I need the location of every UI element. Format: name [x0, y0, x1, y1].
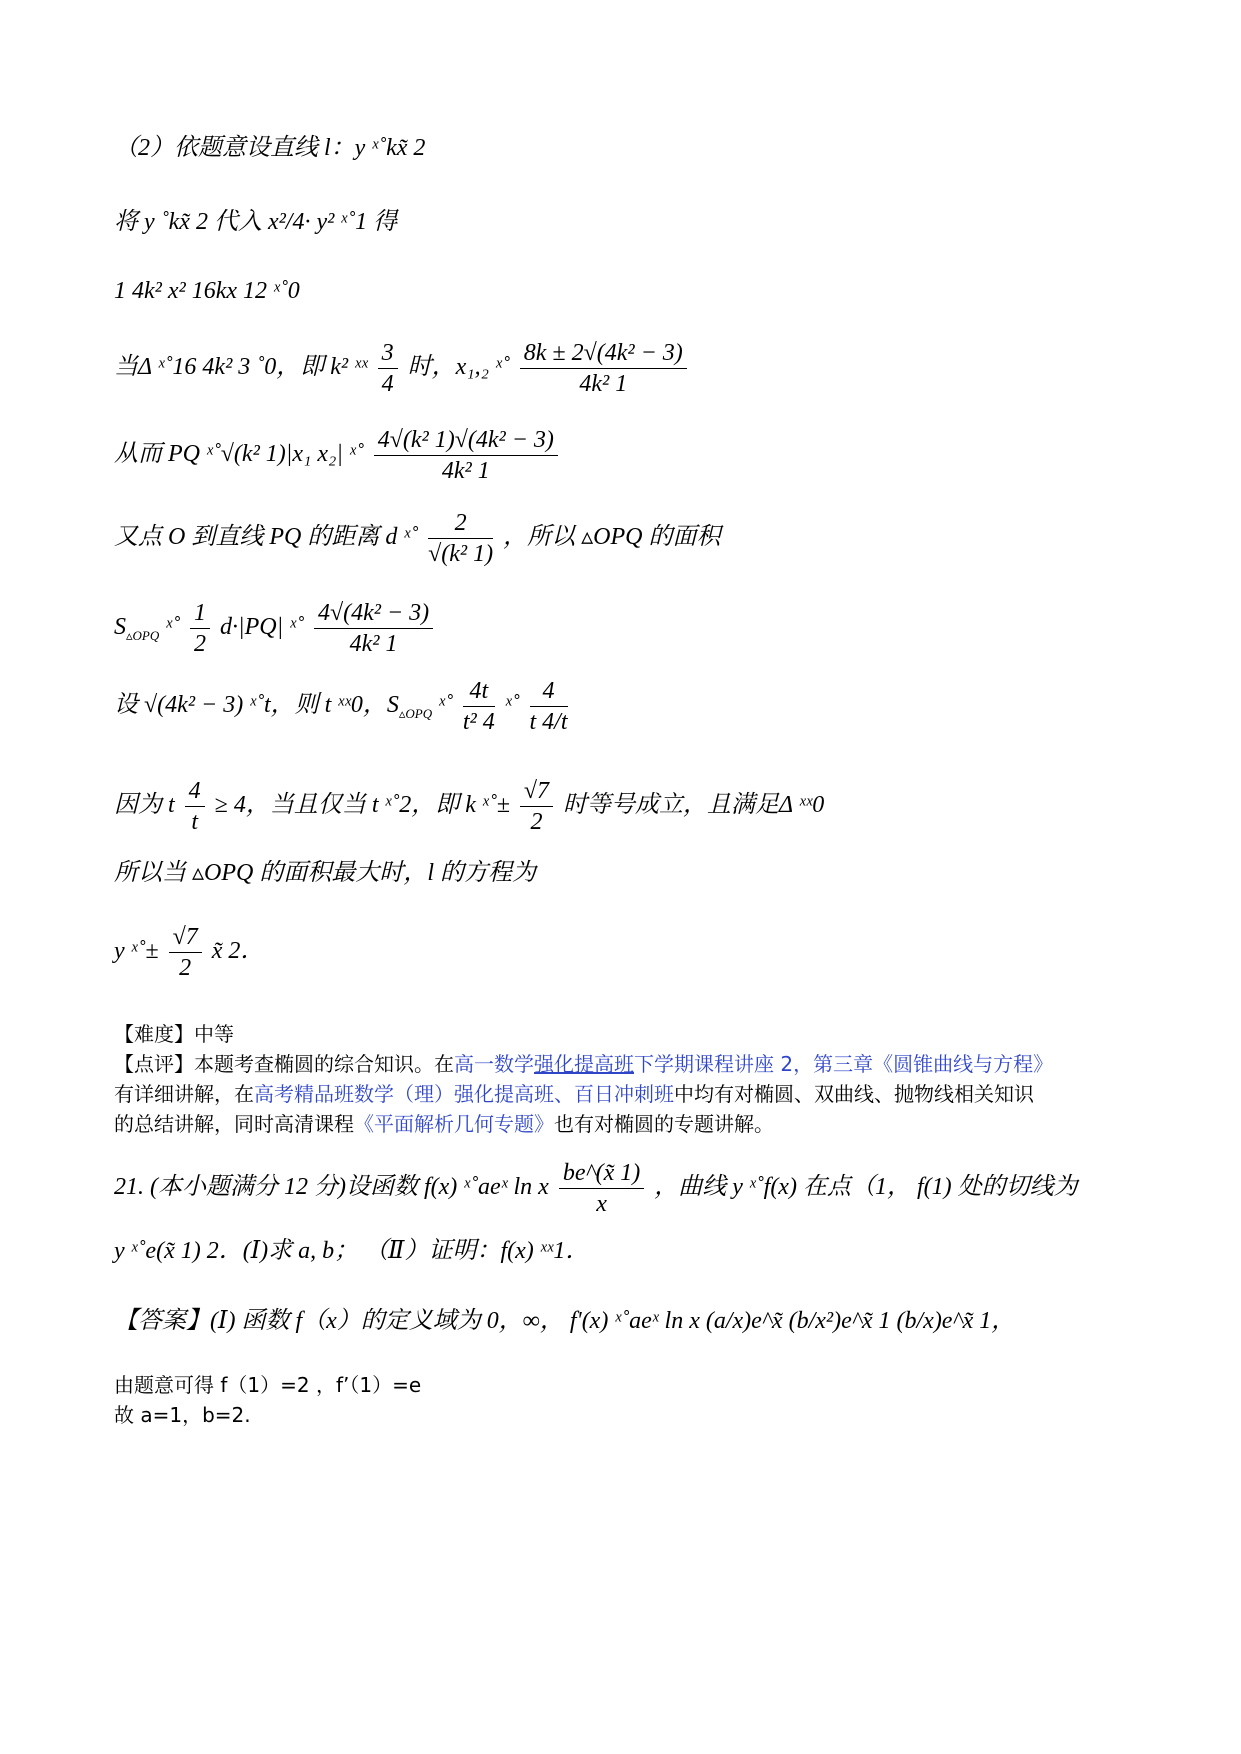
- line-5: [114, 425, 562, 486]
- link-grade1-math[interactable]: 高一数学: [454, 1052, 534, 1076]
- fraction-half: [190, 598, 210, 659]
- answer-2: 由题意可得 f（1）=2 ，f’（1）=e: [114, 1373, 422, 1397]
- fraction-x12: [520, 338, 687, 399]
- fraction-sqrt7: [520, 776, 553, 837]
- line-3: [114, 276, 300, 306]
- question-21-line-2: [114, 1236, 589, 1266]
- fraction-distance: [428, 508, 493, 569]
- line-2: [114, 207, 397, 237]
- line-4-a: 当Δ ˣ˚16 4k² 3 ˚0，即 k² ˣˣ: [114, 354, 368, 381]
- difficulty-line: [114, 1019, 234, 1049]
- line-4-b: 时，x₁,₂ ˣ˚: [407, 354, 510, 381]
- line-8: [114, 676, 572, 737]
- answer-3: 故 a=1，b=2.: [114, 1403, 251, 1427]
- 4-denominator: t 4/t: [529, 709, 568, 735]
- distance-numerator: 2: [428, 508, 493, 539]
- fraction-3-over-4: $\frac{3}{4}$: [378, 338, 398, 399]
- area-numerator: 4√(4k² − 3): [314, 598, 433, 629]
- line-11: [114, 922, 264, 983]
- line-10: [114, 858, 536, 888]
- line-8-a: 设 √(4k² − 3) ˣ˚t，则 t ˣˣ0，S: [114, 692, 399, 719]
- q21-d: ，曲线 y ˣ˚f(x) 在点（1， f(1) 处的切线为: [654, 1174, 1078, 1201]
- line-1: [114, 133, 425, 163]
- line-7-e: d·|PQ| ˣ˚: [220, 614, 304, 641]
- line-11-d: x̃ 2．: [211, 938, 265, 965]
- line-8-b: ˣ˚: [438, 692, 453, 719]
- line-3-text: 1 4k² x² 16kx 12 ˣ˚0: [114, 278, 300, 304]
- area-subscript: ▵OPQ: [126, 627, 160, 643]
- line-9-g: 时等号成立，且满足Δ ˣˣ0: [563, 792, 825, 819]
- q21-e: y ˣ˚e(x̃ 1) 2．(Ⅰ)求 a, b； （Ⅱ）证明：f(x) ˣˣ1．: [114, 1238, 590, 1264]
- comment-text-4: 的总结讲解，同时高清课程: [114, 1112, 354, 1136]
- line-5-a: 从而 PQ ˣ˚√(k² 1)|x₁ x₂| ˣ˚: [114, 441, 364, 468]
- link-advanced-class[interactable]: 强化提高班: [534, 1052, 634, 1076]
- answer-line-1: [114, 1306, 1015, 1336]
- line-2-text: 将 y ˚kx̃ 2 代入 x²/4· y² ˣ˚1 得: [114, 209, 398, 235]
- fraction-area: [314, 598, 433, 659]
- line-8-e: ˣ˚: [504, 692, 520, 719]
- fraction-pq: [374, 425, 558, 486]
- ineq-numerator: 4: [185, 776, 205, 807]
- line-6-d: ，所以 ▵OPQ 的面积: [503, 524, 721, 551]
- comment-line-1: [114, 1049, 1053, 1079]
- line-6: [114, 508, 720, 569]
- line-1-text: （2）依题意设直线 l：y ˣ˚kx̃ 2: [114, 135, 426, 161]
- half-denominator: 2: [194, 631, 207, 657]
- answer-line-2: [114, 1370, 421, 1400]
- area-symbol: S: [114, 614, 126, 641]
- comment-text-2: 有详细讲解，在: [114, 1082, 254, 1106]
- sqrt7-denominator: 2: [530, 809, 543, 835]
- 4t-denominator: t² 4: [462, 709, 495, 735]
- pq-denominator: 4k² 1: [441, 458, 490, 484]
- fraction-4t: [463, 676, 495, 737]
- be-denominator: x: [596, 1191, 607, 1217]
- x12-denominator: 4k² 1: [579, 371, 628, 397]
- line-4: [114, 338, 691, 399]
- comment-line-3: [114, 1109, 774, 1139]
- line-11-a: y ˣ˚±: [114, 938, 159, 965]
- distance-denominator: √(k² 1): [428, 541, 494, 567]
- half-numerator: 1: [190, 598, 210, 629]
- area-denominator: 4k² 1: [349, 631, 398, 657]
- q21-a: 21. (本小题满分 12 分)设函数 f(x) ˣ˚aeˣ ln x: [114, 1174, 555, 1201]
- comment-text-3: 中均有对椭圆、双曲线、抛物线相关知识: [674, 1082, 1034, 1106]
- x12-numerator: 8k ± 2√(4k² − 3): [520, 338, 687, 369]
- line-7: [114, 598, 437, 659]
- answer-line-3: [114, 1400, 251, 1430]
- line-10-text: 所以当 ▵OPQ 的面积最大时，l 的方程为: [114, 860, 537, 886]
- comment-line-2: [114, 1079, 1034, 1109]
- link-lecture-2[interactable]: 下学期课程讲座 2，第三章《圆锥曲线与方程》: [634, 1052, 1054, 1076]
- final-denominator: 2: [179, 955, 192, 981]
- fraction-4t-inequality: [185, 776, 205, 837]
- be-numerator: be^(x̃ 1): [559, 1158, 644, 1189]
- fraction-be: [559, 1158, 644, 1219]
- sqrt7-numerator: √7: [520, 776, 553, 807]
- line-9-a: 因为 t: [114, 792, 181, 819]
- line-8-sub: ▵OPQ: [398, 705, 433, 721]
- fraction-4-over: [530, 676, 568, 737]
- link-analytic-geometry[interactable]: 《平面解析几何专题》: [354, 1112, 554, 1136]
- ineq-denominator: t: [191, 809, 198, 835]
- difficulty-text: 【难度】中等: [114, 1022, 234, 1046]
- link-gaokao-classes[interactable]: 高考精品班数学（理）强化提高班、百日冲刺班: [254, 1082, 674, 1106]
- line-6-a: 又点 O 到直线 PQ 的距离 d ˣ˚: [114, 524, 419, 551]
- 4-numerator: 4: [530, 676, 568, 707]
- pq-numerator: 4√(k² 1)√(4k² − 3): [374, 425, 558, 456]
- final-numerator: √7: [169, 922, 202, 953]
- line-9-d: ≥ 4，当且仅当 t ˣ˚2，即 k ˣ˚±: [214, 792, 510, 819]
- question-21: [114, 1158, 1078, 1219]
- line-9: [114, 776, 824, 837]
- fraction-sqrt7-final: [169, 922, 202, 983]
- line-7-eq: ˣ˚: [165, 614, 181, 641]
- answer-1: 【答案】(Ⅰ) 函数 f（x）的定义域为 0，∞， f'(x) ˣ˚aeˣ ln x (a/x)e^x̃ (b/x²)e^x̃ 1 (b/x)e^x̃ 1，: [114, 1308, 1016, 1334]
- comment-text-5: 也有对椭圆的专题讲解。: [554, 1112, 774, 1136]
- comment-text-1: 【点评】本题考查椭圆的综合知识。在: [114, 1052, 454, 1076]
- 4t-numerator: 4t: [463, 676, 495, 707]
